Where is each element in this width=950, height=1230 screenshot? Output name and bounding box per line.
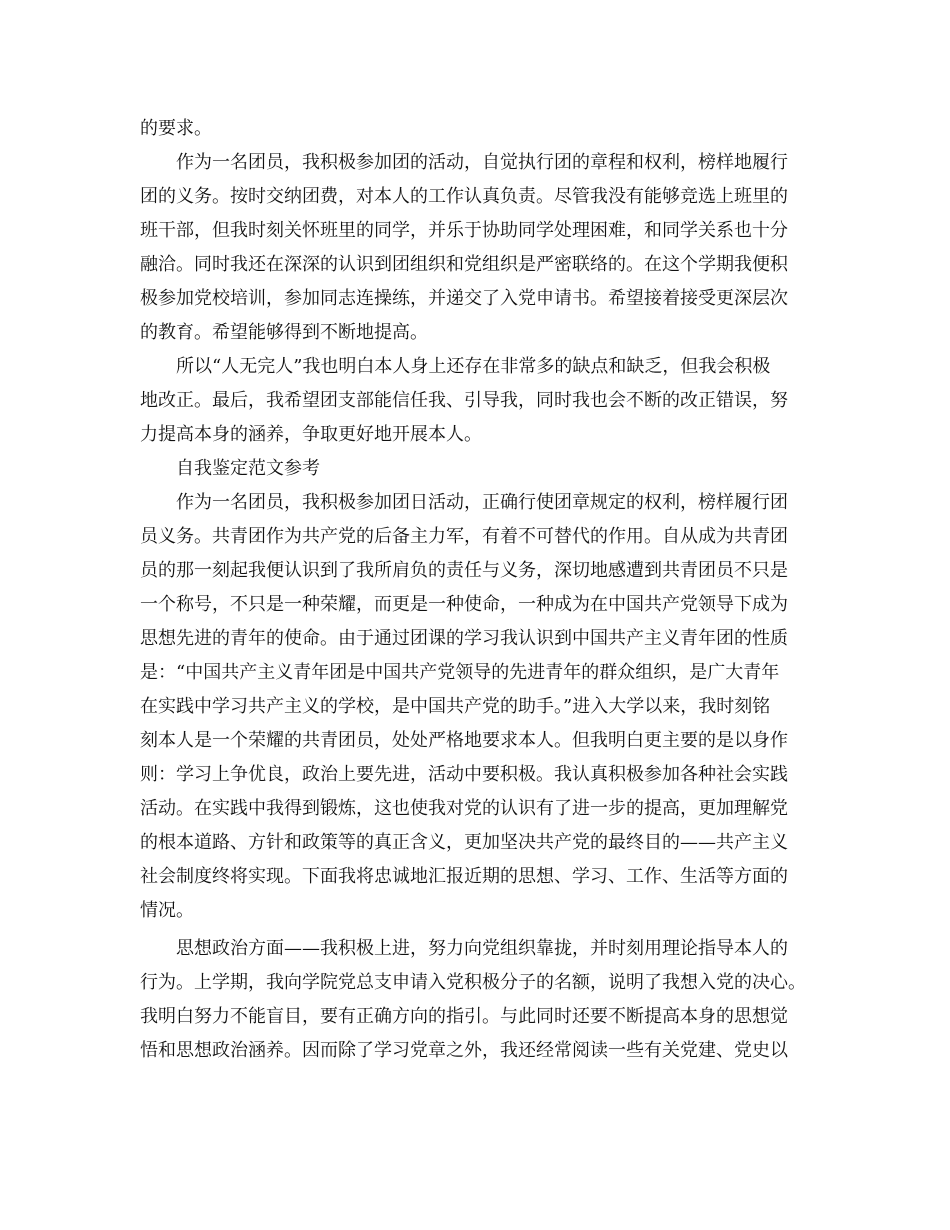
text-line: 在实践中学习共产主义的学校，是中国共产党的助手。”进入大学以来，我时刻铭	[140, 696, 771, 717]
text-line: 班干部，但我时刻关怀班里的同学，并乐于协助同学处理困难，和同学关系也十分	[140, 220, 788, 241]
text-line: 社会制度终将实现。下面我将忠诚地汇报近期的思想、学习、工作、生活等方面的	[140, 866, 788, 887]
section-heading: 自我鉴定范文参考	[176, 458, 320, 479]
text-line: 情况。	[140, 900, 194, 921]
text-line: 的教育。希望能够得到不断地提高。	[140, 322, 428, 343]
text-line: 是：“中国共产主义青年团是中国共产党领导的先进青年的群众组织，是广大青年	[140, 662, 780, 683]
text-line: 悟和思想政治涵养。因而除了学习党章之外，我还经常阅读一些有关党建、党史以	[140, 1040, 788, 1061]
text-line: 融洽。同时我还在深深的认识到团组织和党组织是严密联络的。在这个学期我便积	[140, 254, 788, 275]
text-line: 我明白努力不能盲目，要有正确方向的指引。与此同时还要不断提高本身的思想觉	[140, 1006, 788, 1027]
paragraph-first-line: 所以“人无完人”我也明白本人身上还存在非常多的缺点和缺乏，但我会积极	[176, 356, 771, 377]
text-line: 一个称号，不只是一种荣耀，而更是一种使命，一种成为在中国共产党领导下成为	[140, 594, 788, 615]
text-line: 力提高本身的涵养，争取更好地开展本人。	[140, 424, 482, 445]
text-line: 刻本人是一个荣耀的共青团员，处处严格地要求本人。但我明白更主要的是以身作	[140, 730, 788, 751]
paragraph-first-line: 作为一名团员，我积极参加团日活动，正确行使团章规定的权利，榜样履行团	[176, 492, 788, 513]
text-line: 行为。上学期，我向学院党总支申请入党积极分子的名额，说明了我想入党的决心。	[140, 972, 806, 993]
text-line: 员的那一刻起我便认识到了我所肩负的责任与义务，深切地感遭到共青团员不只是	[140, 560, 788, 581]
text-line: 地改正。最后，我希望团支部能信任我、引导我，同时我也会不断的改正错误，努	[140, 390, 788, 411]
text-line: 思想先进的青年的使命。由于通过团课的学习我认识到中国共产主义青年团的性质	[140, 628, 788, 649]
text-line: 的根本道路、方针和政策等的真正含义，更加坚决共产党的最终目的——共产主义	[140, 832, 788, 853]
text-line: 员义务。共青团作为共产党的后备主力军，有着不可替代的作用。自从成为共青团	[140, 526, 788, 547]
text-line: 则：学习上争优良，政治上要先进，活动中要积极。我认真积极参加各种社会实践	[140, 764, 788, 785]
text-line: 极参加党校培训，参加同志连操练，并递交了入党申请书。希望接着接受更深层次	[140, 288, 788, 309]
paragraph-first-line: 思想政治方面——我积极上进，努力向党组织靠拢，并时刻用理论指导本人的	[176, 938, 788, 959]
text-line: 团的义务。按时交纳团费，对本人的工作认真负责。尽管我没有能够竞选上班里的	[140, 186, 788, 207]
text-line: 活动。在实践中我得到锻炼，这也使我对党的认识有了进一步的提高，更加理解党	[140, 798, 788, 819]
paragraph-first-line: 作为一名团员，我积极参加团的活动，自觉执行团的章程和权利，榜样地履行	[176, 152, 788, 173]
text-line: 的要求。	[140, 118, 212, 139]
